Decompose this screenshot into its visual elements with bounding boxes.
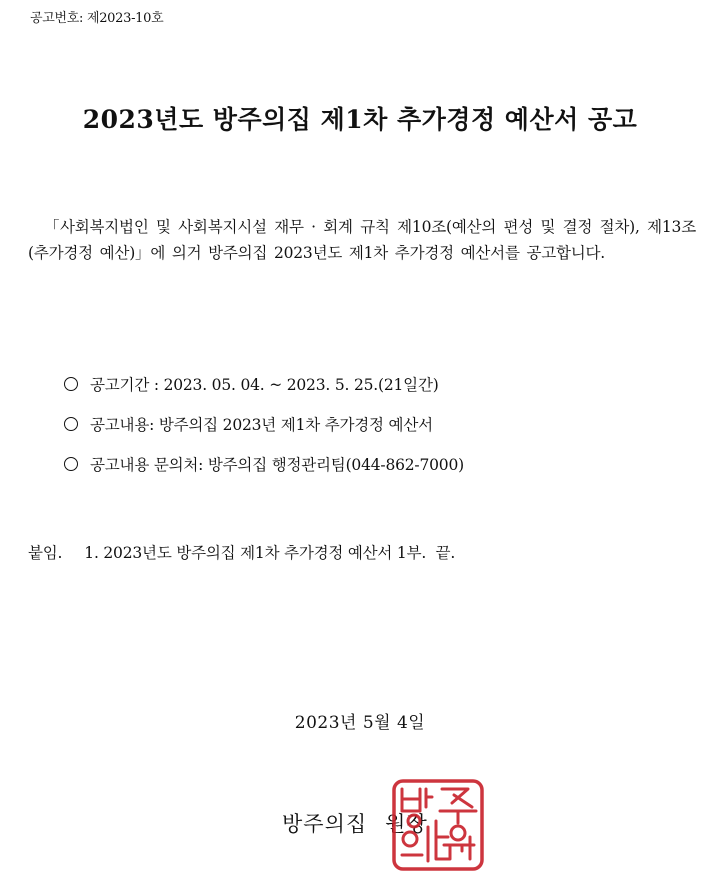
- info-item-period: [64, 364, 464, 404]
- issuer-role: 원장: [385, 812, 428, 836]
- document-date: 2023년 5월 4일: [294, 713, 426, 733]
- info-item-contact: [64, 444, 464, 484]
- attachment-line: [28, 541, 455, 563]
- attachment-text: 1. 2023년도 방주의집 제1차 추가경정 예산서 1부. 끝.: [84, 544, 456, 562]
- info-item-text: 공고내용 문의처: 방주의집 행정관리팀(044-862-7000): [90, 456, 464, 474]
- notice-number: 공고번호: 제2023-10호: [30, 11, 164, 26]
- info-item-content: [64, 404, 464, 444]
- seal-strokes: [394, 781, 482, 869]
- circle-bullet-icon: [64, 417, 78, 431]
- document-title: 2023년도 방주의집 제1차 추가경정 예산서 공고: [82, 105, 638, 134]
- notice-info-list: [64, 364, 464, 484]
- info-item-text: 공고기간 : 2023. 05. 04. ~ 2023. 5. 25.(21일간): [90, 376, 439, 394]
- circle-bullet-icon: [64, 457, 78, 471]
- official-seal: [390, 777, 486, 873]
- body-paragraph: 「사회복지법인 및 사회복지시설 재무 · 회계 규칙 제10조(예산의 편성 및 결정 절차), 제13조(추가경정 예산)」에 의거 방주의집 2023년도 제1차 추가경정 예산서를 공고합니다.: [28, 218, 696, 262]
- info-item-text: 공고내용: 방주의집 2023년 제1차 추가경정 예산서: [90, 416, 433, 434]
- attachment-label: 붙임.: [28, 544, 63, 562]
- issuer-org: 방주의집: [282, 812, 368, 836]
- circle-bullet-icon: [64, 377, 78, 391]
